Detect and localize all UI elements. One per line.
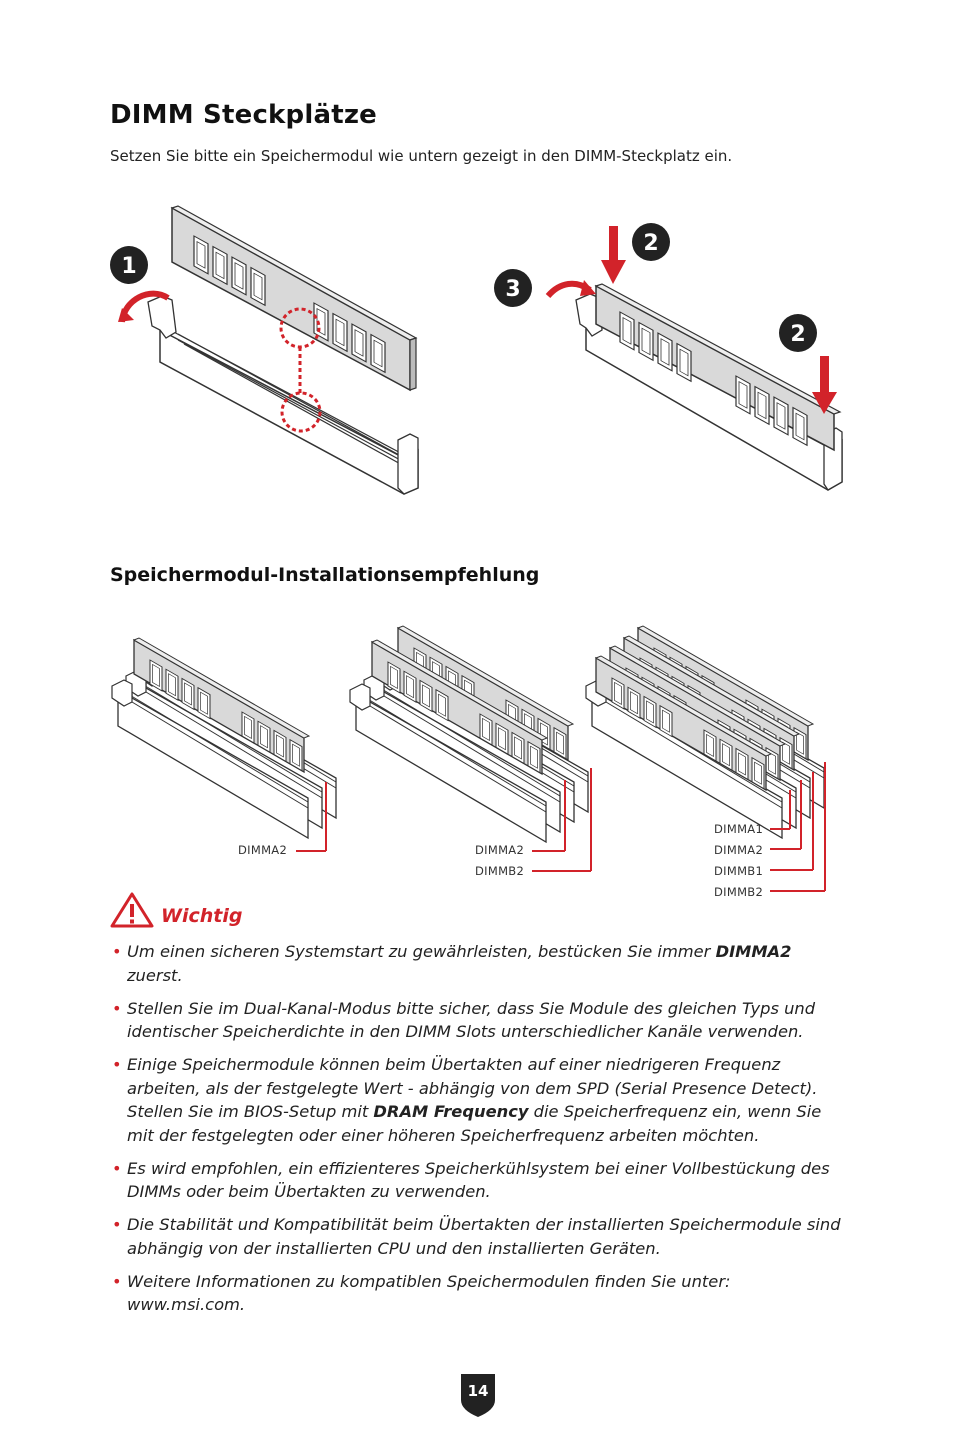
note-text: Einige Speichermodule können beim Übertakten auf einer niedrigeren Frequenz arbeiten, als der festgelegte Wert - abhängig von dem SPD (Serial Presence Detect). Stellen Sie im BIOS-Setup mit — [127, 1055, 818, 1121]
important-note-item — [110, 1213, 850, 1260]
svg-text:2: 2 — [643, 231, 659, 256]
label-dual-dimmb2: DIMMB2 — [475, 864, 525, 878]
page-number-badge — [457, 1372, 499, 1418]
svg-text:2: 2 — [790, 322, 806, 347]
push-arrow-top — [601, 226, 626, 284]
note-text: Um einen sicheren Systemstart zu gewährleisten, bestücken Sie immer — [127, 942, 716, 961]
label-quad-dimma2: DIMMA2 — [714, 843, 764, 857]
svg-text:1: 1 — [121, 254, 137, 279]
page-number: 14 — [467, 1382, 489, 1400]
step-badge-2-top — [632, 223, 670, 261]
important-heading: Wichtig — [161, 905, 243, 927]
note-text: zuerst. — [127, 965, 183, 985]
config-dual-module — [350, 626, 591, 871]
label-quad-dimmb2: DIMMB2 — [714, 885, 764, 899]
important-note-item — [110, 1053, 850, 1147]
dimm-installation-illustration — [0, 190, 954, 530]
step-badge-3 — [494, 269, 532, 307]
important-notice-header — [110, 890, 410, 930]
note-text: Die Stabilität und Kompatibilität beim Übertakten der installierten Speichermodule sind abhängig von der installierten CPU und den installierten Geräten. — [127, 1215, 841, 1258]
label-quad-dimmb1: DIMMB1 — [714, 864, 764, 878]
warning-triangle-icon — [110, 892, 154, 928]
section-subtitle: Speichermodul-Installationsempfehlung — [110, 564, 540, 586]
config-single-module — [112, 638, 336, 851]
important-note-item — [110, 1270, 850, 1317]
step-badge-2-bottom — [779, 314, 817, 352]
note-emphasis: DIMMA2 — [715, 942, 792, 961]
note-text: Stellen Sie im Dual-Kanal-Modus bitte sicher, dass Sie Module des gleichen Typs und identischer Speicherdichte in den DIMM Slots unterschiedlicher Kanäle verwenden. — [127, 998, 816, 1041]
note-text: Es wird empfohlen, ein effizienteres Speicherkühlsystem bei einer Vollbestückung des DIMMs oder beim Übertakten zu verwenden. — [127, 1158, 830, 1201]
intro-text: Setzen Sie bitte ein Speichermodul wie untern gezeigt in den DIMM-Steckplatz ein. — [110, 147, 733, 165]
page-title: DIMM Steckplätze — [110, 100, 378, 130]
important-note-item — [110, 1157, 850, 1204]
note-text: Weitere Informationen zu kompatiblen Speichermodulen finden Sie unter: www.msi.com. — [127, 1271, 731, 1314]
step-badge-1 — [110, 246, 148, 284]
important-notes-list — [110, 940, 850, 1326]
svg-text:3: 3 — [505, 277, 521, 302]
label-dual-dimma2: DIMMA2 — [475, 843, 525, 857]
important-note-item — [110, 940, 850, 987]
note-text: die Speicherfrequenz ein, wenn Sie mit der festgelegten oder einer höheren Speicherfrequenz arbeiten möchten. — [127, 1102, 822, 1145]
config-quad-module — [586, 626, 825, 891]
label-single-dimma2: DIMMA2 — [238, 843, 288, 857]
important-note-item — [110, 997, 850, 1044]
note-emphasis: DRAM Frequency — [373, 1102, 529, 1121]
label-quad-dimma1: DIMMA1 — [714, 822, 764, 836]
